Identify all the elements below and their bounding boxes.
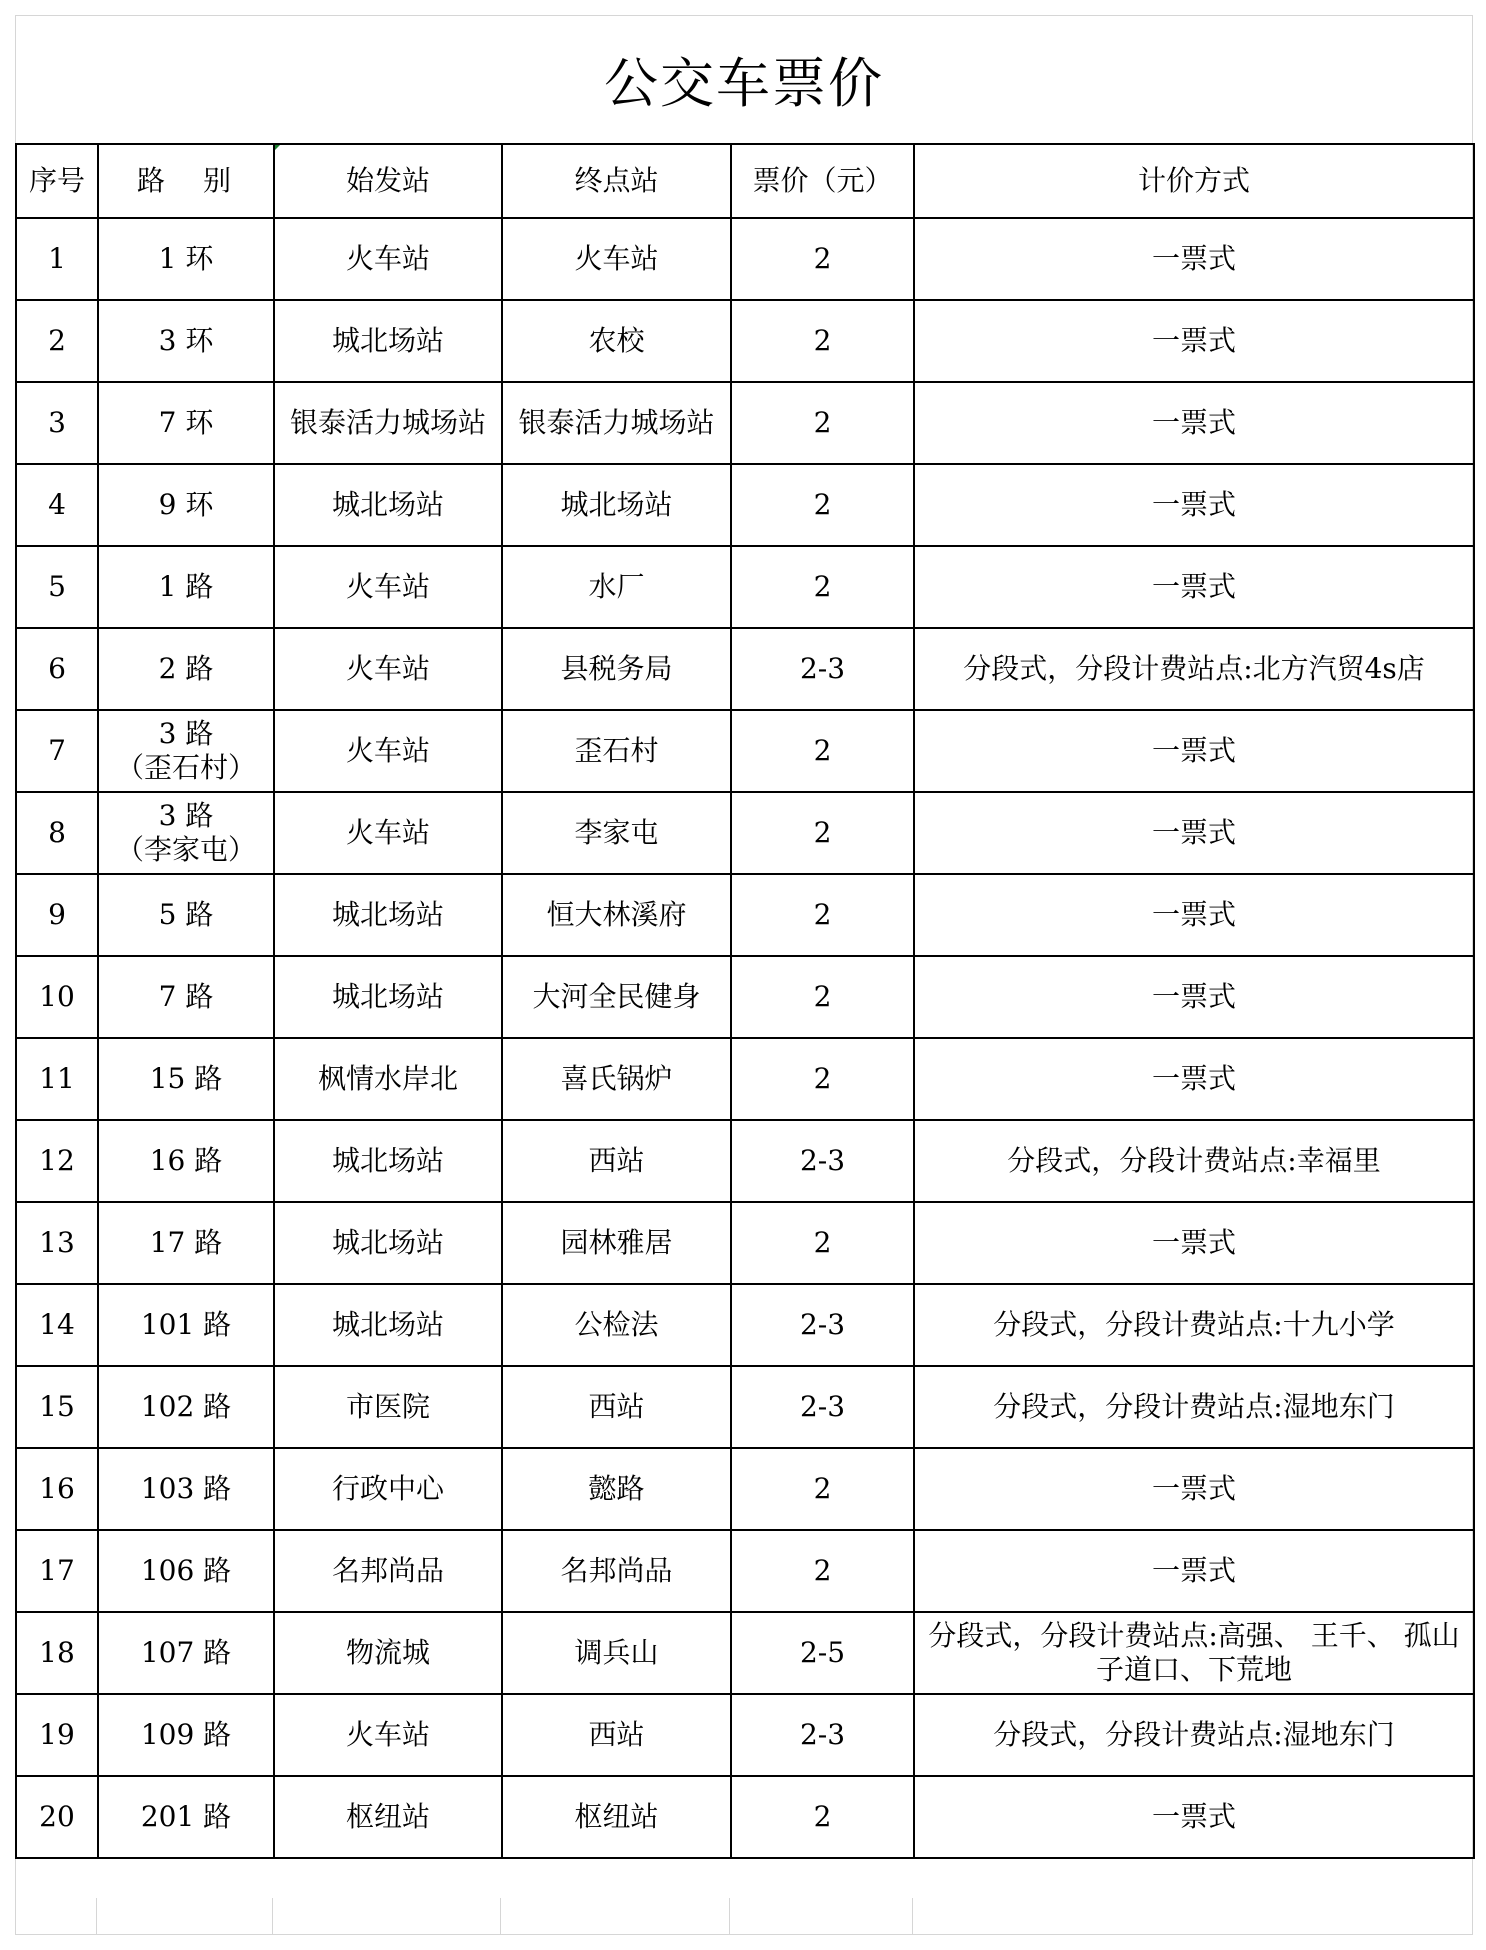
cell-route [98, 1612, 274, 1694]
cell-price: 2 [731, 464, 914, 546]
route-name: 17 路 [149, 1226, 223, 1259]
cell-start-station: 名邦尚品 [274, 1530, 502, 1612]
cell-price: 2-3 [731, 1120, 914, 1202]
route-name: 3 环 [158, 324, 214, 357]
cell-seq: 20 [16, 1776, 98, 1858]
cell-seq: 12 [16, 1120, 98, 1202]
cell-price: 2 [731, 956, 914, 1038]
cell-end-station: 懿路 [502, 1448, 731, 1530]
cell-route [98, 1694, 274, 1776]
cell-route [98, 464, 274, 546]
page-title: 公交车票价 [604, 51, 884, 115]
cell-pricing-method: 分段式，分段计费站点:十九小学 [914, 1284, 1474, 1366]
header-seq: 序号 [16, 144, 98, 218]
cell-pricing-method: 一票式 [914, 710, 1474, 792]
cell-end-station: 县税务局 [502, 628, 731, 710]
cell-start-station: 火车站 [274, 546, 502, 628]
empty-grid-row [15, 1898, 1473, 1934]
cell-start-station: 火车站 [274, 1694, 502, 1776]
cell-pricing-method: 分段式，分段计费站点:高强、 王千、 孤山子道口、下荒地 [914, 1612, 1474, 1694]
cell-seq: 16 [16, 1448, 98, 1530]
cell-start-station: 城北场站 [274, 1202, 502, 1284]
cell-pricing-method: 一票式 [914, 464, 1474, 546]
cell-seq: 19 [16, 1694, 98, 1776]
cell-price: 2 [731, 1038, 914, 1120]
cell-end-station: 园林雅居 [502, 1202, 731, 1284]
cell-route [98, 1776, 274, 1858]
cell-route [98, 792, 274, 874]
cell-seq: 10 [16, 956, 98, 1038]
cell-seq: 5 [16, 546, 98, 628]
table-row [16, 464, 1474, 546]
route-name: 109 路 [140, 1718, 232, 1751]
route-name: 7 环 [158, 406, 214, 439]
route-name: 103 路 [140, 1472, 232, 1505]
table-row [16, 1038, 1474, 1120]
cell-start-station: 银泰活力城场站 [274, 382, 502, 464]
cell-pricing-method: 一票式 [914, 1530, 1474, 1612]
cell-price: 2 [731, 300, 914, 382]
route-name: 5 路 [158, 898, 214, 931]
route-name: 201 路 [140, 1800, 232, 1833]
cell-end-station: 公检法 [502, 1284, 731, 1366]
cell-route [98, 1366, 274, 1448]
cell-end-station: 大河全民健身 [502, 956, 731, 1038]
cell-price: 2-5 [731, 1612, 914, 1694]
fare-table [15, 143, 1475, 1859]
cell-price: 2-3 [731, 1366, 914, 1448]
cell-route [98, 546, 274, 628]
cell-pricing-method: 一票式 [914, 382, 1474, 464]
cell-start-station: 火车站 [274, 628, 502, 710]
cell-pricing-method: 一票式 [914, 1202, 1474, 1284]
cell-route [98, 1530, 274, 1612]
cell-price: 2 [731, 1448, 914, 1530]
cell-end-station: 火车站 [502, 218, 731, 300]
cell-route [98, 956, 274, 1038]
cell-pricing-method: 一票式 [914, 546, 1474, 628]
cell-end-station: 城北场站 [502, 464, 731, 546]
cell-route [98, 874, 274, 956]
header-price: 票价（元） [731, 144, 914, 218]
cell-start-station: 城北场站 [274, 1120, 502, 1202]
route-name: 16 路 [149, 1144, 223, 1177]
header-pricing-method: 计价方式 [914, 144, 1474, 218]
cell-end-station: 西站 [502, 1120, 731, 1202]
cell-route [98, 1202, 274, 1284]
cell-price: 2 [731, 792, 914, 874]
table-row [16, 956, 1474, 1038]
table-row [16, 710, 1474, 792]
cell-start-station: 城北场站 [274, 1284, 502, 1366]
route-name: 101 路 [140, 1308, 232, 1341]
cell-price: 2 [731, 382, 914, 464]
cell-end-station: 农校 [502, 300, 731, 382]
cell-start-station: 枫情水岸北 [274, 1038, 502, 1120]
cell-route [98, 382, 274, 464]
cell-end-station: 歪石村 [502, 710, 731, 792]
cell-end-station: 枢纽站 [502, 1776, 731, 1858]
table-row [16, 792, 1474, 874]
route-name: 106 路 [140, 1554, 232, 1587]
route-name: 9 环 [158, 488, 214, 521]
cell-seq: 11 [16, 1038, 98, 1120]
cell-price: 2 [731, 1202, 914, 1284]
table-row [16, 1366, 1474, 1448]
cell-start-station: 物流城 [274, 1612, 502, 1694]
header-row [16, 144, 1474, 218]
route-name: 1 环 [158, 242, 214, 275]
cell-start-station: 行政中心 [274, 1448, 502, 1530]
table-row [16, 1284, 1474, 1366]
cell-start-station: 枢纽站 [274, 1776, 502, 1858]
cell-end-station: 西站 [502, 1694, 731, 1776]
table-row [16, 1448, 1474, 1530]
cell-seq: 3 [16, 382, 98, 464]
cell-pricing-method: 一票式 [914, 1038, 1474, 1120]
cell-seq: 4 [16, 464, 98, 546]
cell-seq: 1 [16, 218, 98, 300]
route-name: 3 路 [158, 717, 214, 750]
cell-route [98, 218, 274, 300]
cell-pricing-method: 分段式，分段计费站点:湿地东门 [914, 1366, 1474, 1448]
cell-pricing-method: 一票式 [914, 1448, 1474, 1530]
cell-pricing-method: 一票式 [914, 218, 1474, 300]
cell-start-station: 市医院 [274, 1366, 502, 1448]
cell-start-station: 城北场站 [274, 956, 502, 1038]
route-name: 15 路 [149, 1062, 223, 1095]
cell-price: 2-3 [731, 1284, 914, 1366]
cell-seq: 15 [16, 1366, 98, 1448]
cell-route [98, 1284, 274, 1366]
cell-seq: 7 [16, 710, 98, 792]
header-start-station: 始发站 [274, 144, 502, 218]
cell-seq: 9 [16, 874, 98, 956]
table-row [16, 546, 1474, 628]
cell-start-station: 城北场站 [274, 874, 502, 956]
cell-end-station: 水厂 [502, 546, 731, 628]
cell-price: 2 [731, 218, 914, 300]
cell-start-station: 火车站 [274, 710, 502, 792]
table-row [16, 300, 1474, 382]
table-row [16, 1694, 1474, 1776]
table-row [16, 1776, 1474, 1858]
cell-seq: 13 [16, 1202, 98, 1284]
cell-pricing-method: 一票式 [914, 1776, 1474, 1858]
cell-price: 2 [731, 710, 914, 792]
cell-price: 2 [731, 1776, 914, 1858]
cell-end-station: 李家屯 [502, 792, 731, 874]
cell-end-station: 调兵山 [502, 1612, 731, 1694]
route-name: 102 路 [140, 1390, 232, 1423]
cell-price: 2-3 [731, 1694, 914, 1776]
cell-pricing-method: 分段式，分段计费站点:幸福里 [914, 1120, 1474, 1202]
route-name: 107 路 [140, 1636, 232, 1669]
cell-route [98, 1448, 274, 1530]
cell-start-station: 城北场站 [274, 300, 502, 382]
cell-seq: 17 [16, 1530, 98, 1612]
table-row [16, 1202, 1474, 1284]
cell-route [98, 1038, 274, 1120]
table-row [16, 1530, 1474, 1612]
cell-route [98, 300, 274, 382]
cell-price: 2 [731, 1530, 914, 1612]
cell-pricing-method: 一票式 [914, 874, 1474, 956]
cell-end-station: 西站 [502, 1366, 731, 1448]
route-name: 1 路 [158, 570, 214, 603]
route-variant: （歪石村） [115, 751, 256, 784]
cell-seq: 18 [16, 1612, 98, 1694]
cell-start-station: 火车站 [274, 792, 502, 874]
cell-end-station: 名邦尚品 [502, 1530, 731, 1612]
table-row [16, 218, 1474, 300]
cell-price: 2 [731, 546, 914, 628]
cell-pricing-method: 一票式 [914, 956, 1474, 1038]
cell-route [98, 710, 274, 792]
route-name: 3 路 [158, 799, 214, 832]
table-row [16, 1612, 1474, 1694]
cell-seq: 2 [16, 300, 98, 382]
cell-start-station: 火车站 [274, 218, 502, 300]
cell-seq: 6 [16, 628, 98, 710]
route-name: 2 路 [158, 652, 214, 685]
cell-pricing-method: 分段式，分段计费站点:湿地东门 [914, 1694, 1474, 1776]
cell-route [98, 628, 274, 710]
cell-pricing-method: 一票式 [914, 792, 1474, 874]
table-row [16, 1120, 1474, 1202]
cell-start-station: 城北场站 [274, 464, 502, 546]
route-variant: （李家屯） [115, 833, 256, 866]
table-row [16, 874, 1474, 956]
cell-end-station: 银泰活力城场站 [502, 382, 731, 464]
header-end-station: 终点站 [502, 144, 731, 218]
header-route: 路别 [98, 144, 274, 218]
route-name: 7 路 [158, 980, 214, 1013]
fare-rows [16, 218, 1474, 1858]
cell-price: 2 [731, 874, 914, 956]
cell-pricing-method: 一票式 [914, 300, 1474, 382]
cell-seq: 8 [16, 792, 98, 874]
cell-route [98, 1120, 274, 1202]
cell-pricing-method: 分段式，分段计费站点:北方汽贸4s店 [914, 628, 1474, 710]
cell-end-station: 喜氏锅炉 [502, 1038, 731, 1120]
table-row [16, 382, 1474, 464]
cell-seq: 14 [16, 1284, 98, 1366]
table-row [16, 628, 1474, 710]
cell-price: 2-3 [731, 628, 914, 710]
cell-end-station: 恒大林溪府 [502, 874, 731, 956]
